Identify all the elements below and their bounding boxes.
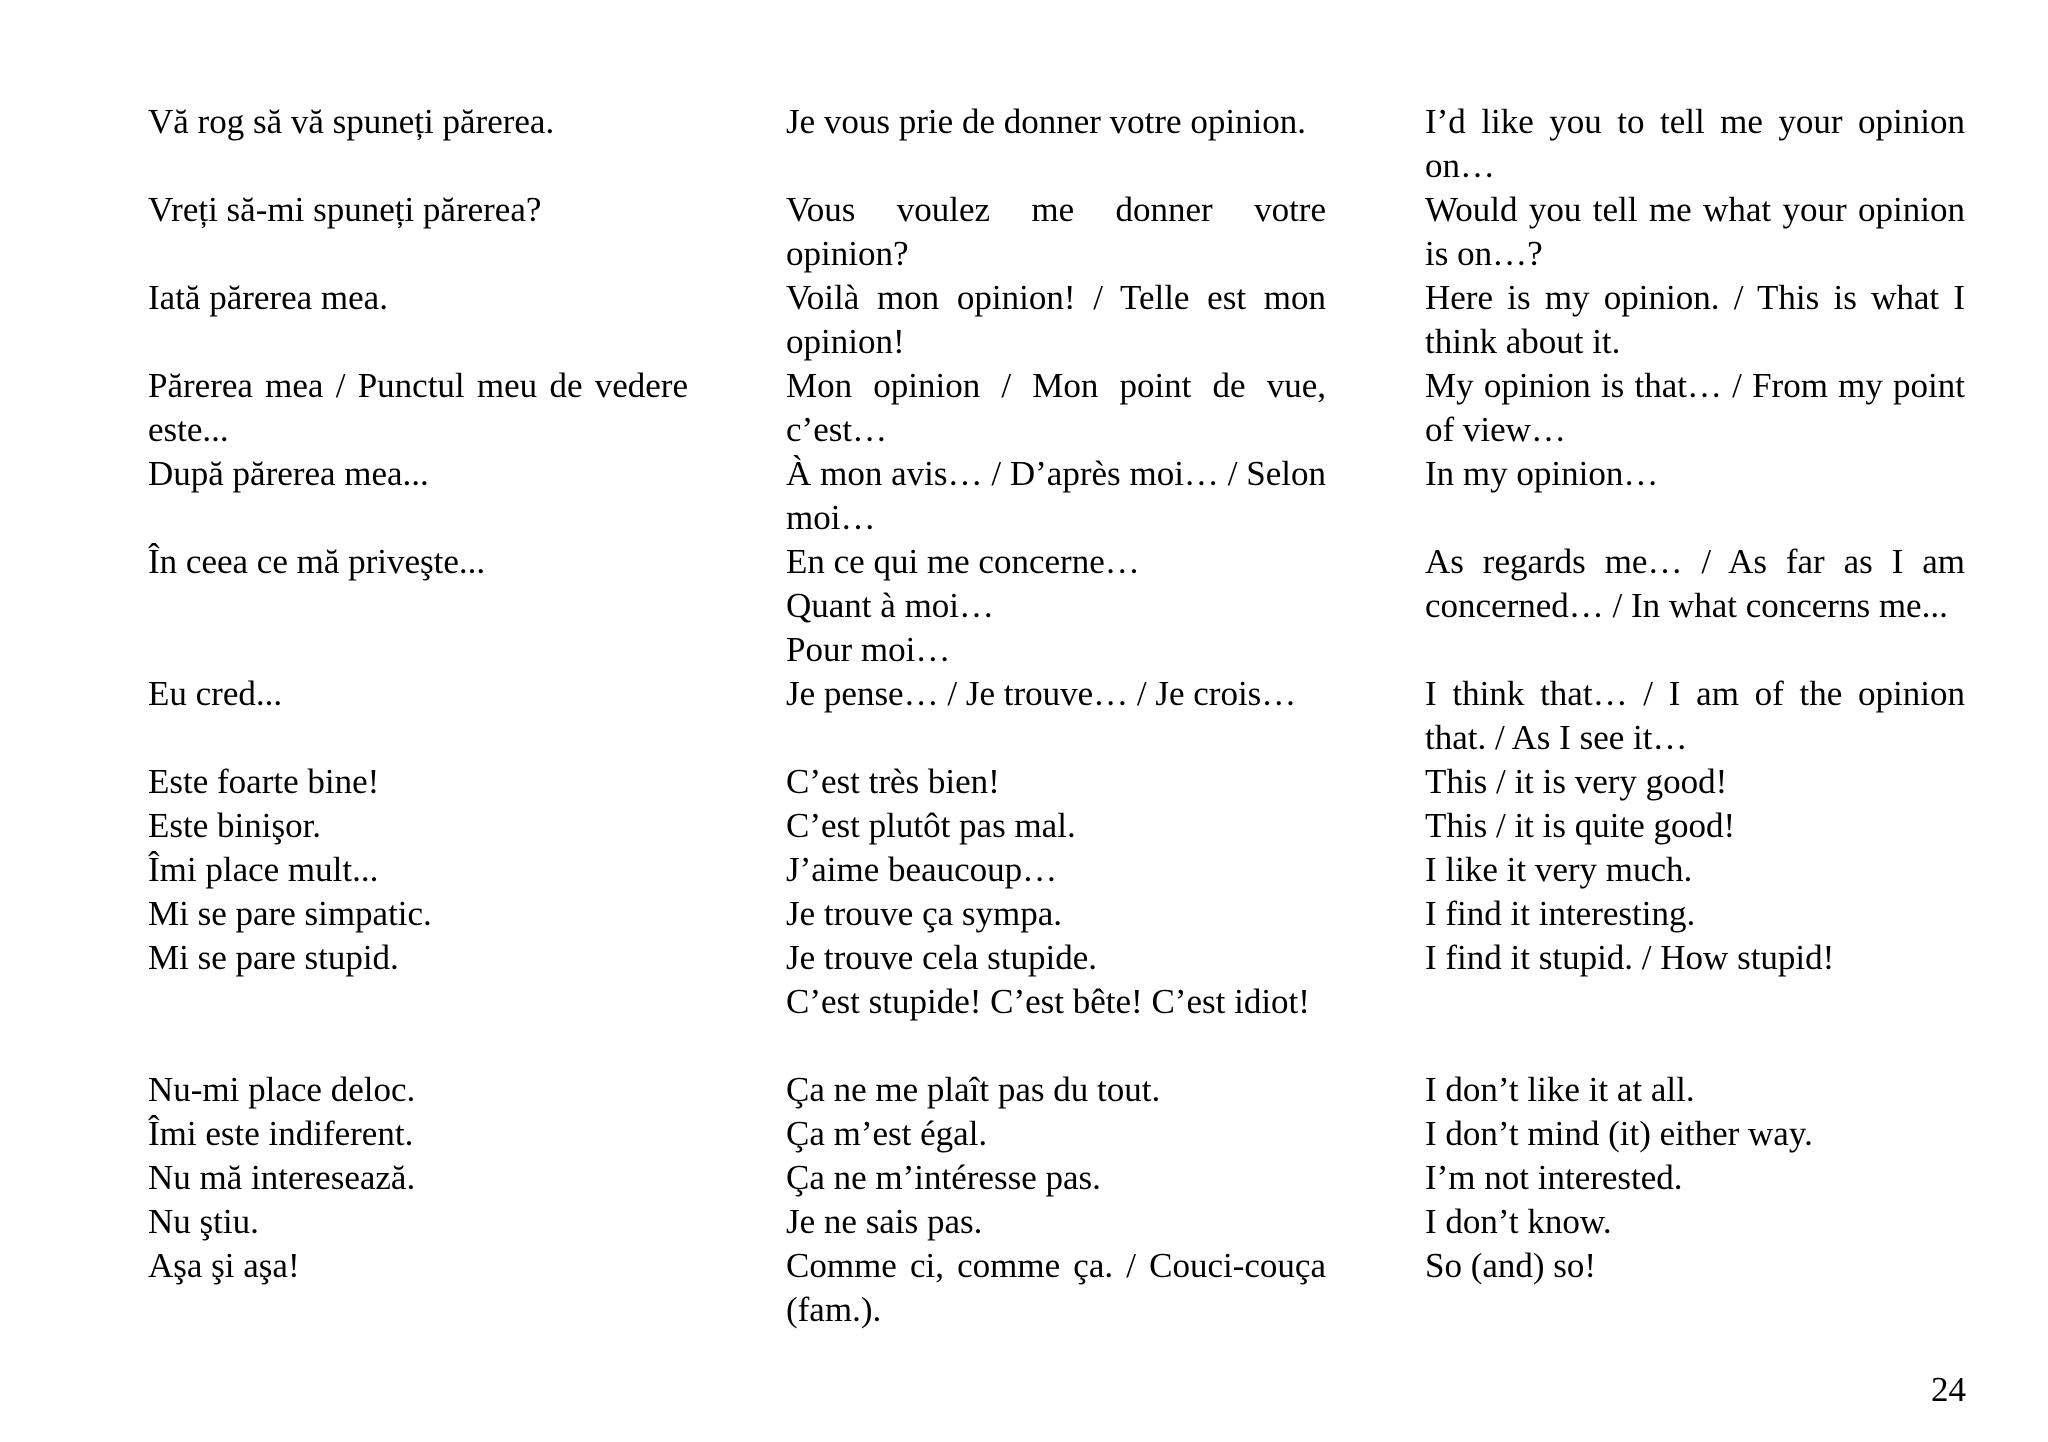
ro-phrase: După părerea mea... [148, 454, 429, 493]
en-phrase: As regards me… / As far as I am concerned… / In what concerns me... [1425, 542, 1965, 625]
en-phrase: I think that… / I am of the opinion that. / As I see it… [1425, 674, 1965, 757]
en-phrase: This / it is quite good! [1425, 806, 1736, 845]
en-phrase: In my opinion… [1425, 454, 1659, 493]
fr-phrase: En ce qui me concerne… [786, 542, 1140, 581]
fr-phrase: C’est plutôt pas mal. [786, 806, 1076, 845]
fr-phrase: C’est très bien! [786, 762, 1000, 801]
ro-phrase: Mi se pare stupid. [148, 938, 399, 977]
fr-phrase: Ça ne me plaît pas du tout. [786, 1070, 1161, 1109]
fr-phrase: Je ne sais pas. [786, 1202, 983, 1241]
fr-phrase: Ça ne m’intéresse pas. [786, 1158, 1101, 1197]
ro-phrase: Nu ştiu. [148, 1202, 259, 1241]
en-phrase: This / it is very good! [1425, 762, 1728, 801]
en-phrase: I find it stupid. / How stupid! [1425, 938, 1835, 977]
page-number: 24 [1931, 1370, 1966, 1409]
en-phrase: I find it interesting. [1425, 894, 1696, 933]
ro-phrase: Este binişor. [148, 806, 322, 845]
en-phrase: So (and) so! [1425, 1246, 1597, 1285]
en-phrase: Would you tell me what your opinion is on…? [1425, 190, 1965, 273]
fr-phrase: Mon opinion / Mon point de vue, c’est… [786, 366, 1326, 449]
fr-phrase: C’est stupide! C’est bête! C’est idiot! [786, 982, 1310, 1021]
ro-phrase: Nu mă interesează. [148, 1158, 416, 1197]
ro-phrase: Vreți să-mi spuneți părerea? [148, 190, 542, 229]
ro-phrase: Este foarte bine! [148, 762, 380, 801]
fr-phrase: Je trouve cela stupide. [786, 938, 1098, 977]
ro-phrase: Îmi place mult... [148, 850, 379, 889]
ro-phrase: Aşa şi aşa! [148, 1246, 300, 1285]
ro-phrase: Vă rog să vă spuneți părerea. [148, 102, 555, 141]
en-phrase: I’d like you to tell me your opinion on… [1425, 102, 1965, 185]
fr-phrase: Comme ci, comme ça. / Couci-couça (fam.). [786, 1246, 1326, 1329]
fr-phrase: Je vous prie de donner votre opinion. [786, 102, 1307, 141]
ro-phrase: Părerea mea / Punctul meu de vedere este... [148, 366, 688, 449]
fr-phrase: Voilà mon opinion! / Telle est mon opinion! [786, 278, 1326, 361]
fr-phrase: Ça m’est égal. [786, 1114, 988, 1153]
ro-phrase: Mi se pare simpatic. [148, 894, 432, 933]
en-phrase: I don’t like it at all. [1425, 1070, 1695, 1109]
en-phrase: Here is my opinion. / This is what I think about it. [1425, 278, 1965, 361]
ro-phrase: Eu cred... [148, 674, 283, 713]
ro-phrase: În ceea ce mă priveşte... [148, 542, 486, 581]
ro-phrase: Iată părerea mea. [148, 278, 388, 317]
en-phrase: I don’t know. [1425, 1202, 1612, 1241]
en-phrase: I like it very much. [1425, 850, 1693, 889]
fr-phrase: Pour moi… [786, 630, 951, 669]
fr-phrase: Quant à moi… [786, 586, 995, 625]
en-phrase: I’m not interested. [1425, 1158, 1683, 1197]
en-phrase: I don’t mind (it) either way. [1425, 1114, 1813, 1153]
fr-phrase: Je pense… / Je trouve… / Je crois… [786, 674, 1297, 713]
fr-phrase: Vous voulez me donner votre opinion? [786, 190, 1326, 273]
ro-phrase: Îmi este indiferent. [148, 1114, 414, 1153]
fr-phrase: J’aime beaucoup… [786, 850, 1058, 889]
fr-phrase: Je trouve ça sympa. [786, 894, 1063, 933]
en-phrase: My opinion is that… / From my point of view… [1425, 366, 1965, 449]
ro-phrase: Nu-mi place deloc. [148, 1070, 416, 1109]
fr-phrase: À mon avis… / D’après moi… / Selon moi… [786, 454, 1326, 537]
